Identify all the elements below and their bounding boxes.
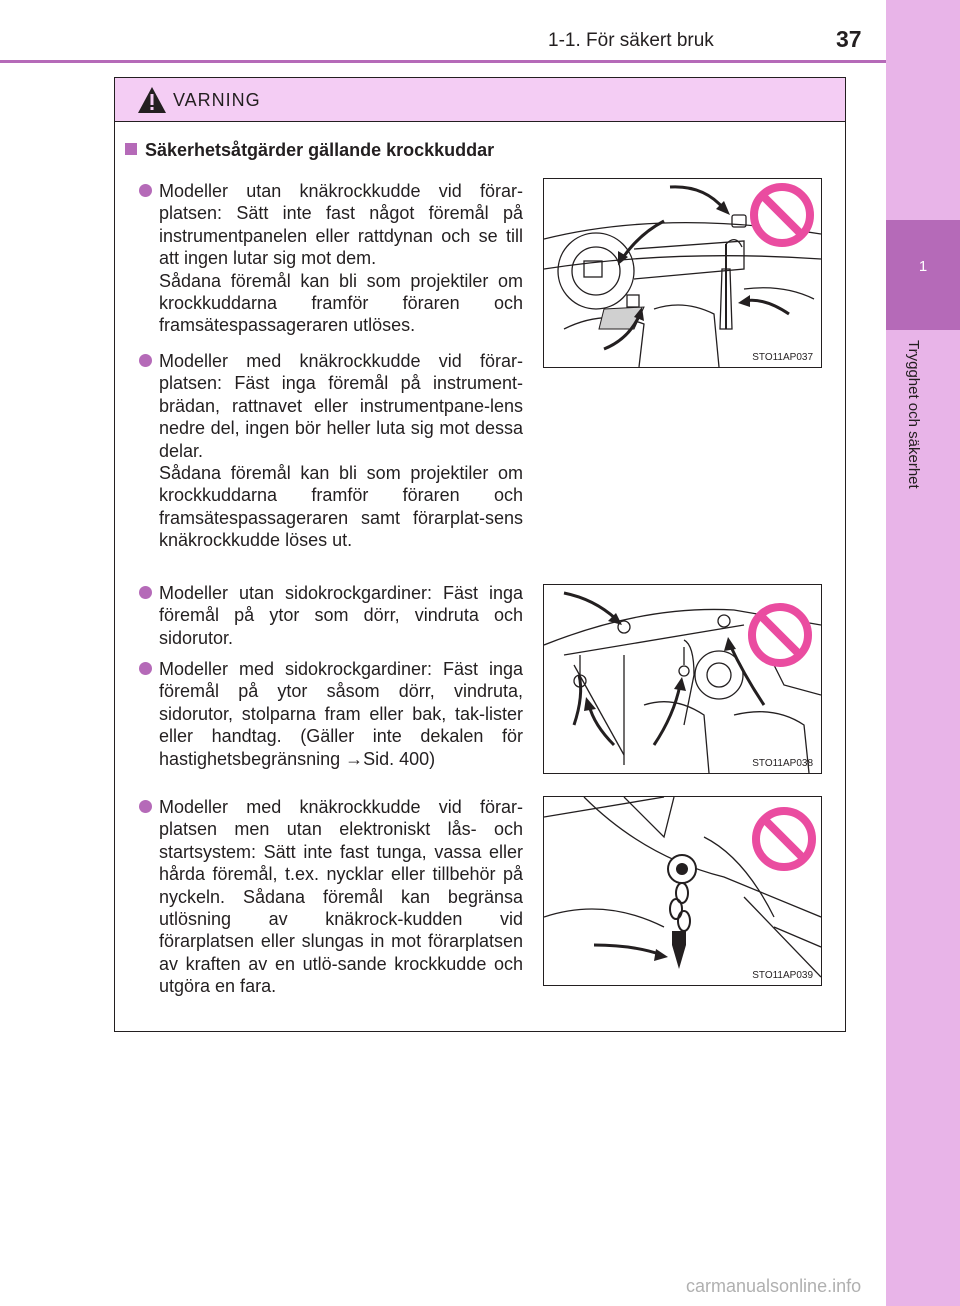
warning-box xyxy=(114,77,846,1032)
bullet-item xyxy=(139,796,523,998)
bullet-paragraph: Sådana föremål kan bli som projektiler om krockkuddarna framför föraren och framsätespassageraren utlöses. xyxy=(159,270,523,336)
key-drawing xyxy=(544,797,821,985)
chapter-side-tab xyxy=(886,0,960,1306)
dashboard-drawing xyxy=(544,179,821,367)
warning-triangle-icon xyxy=(137,86,167,114)
header-rule xyxy=(0,60,886,63)
bullet-dot-icon xyxy=(139,184,152,197)
illustration-code: STO11AP037 xyxy=(752,352,813,363)
bullet-paragraph: Modeller utan knäkrockkudde vid förar-platsen: Sätt inte fast något föremål på instrumentpanelen eller rattdynan och se till att ingen lutar sig mot dem. xyxy=(159,181,523,269)
chapter-number: 1 xyxy=(918,258,928,275)
illustration-code: STO11AP039 xyxy=(752,970,813,981)
illustration-side-curtains xyxy=(543,584,822,774)
bullet-item xyxy=(139,180,523,337)
cabin-drawing xyxy=(544,585,821,773)
square-bullet-icon xyxy=(125,143,137,155)
chapter-title: Trygghet och säkerhet xyxy=(905,340,922,489)
warning-header xyxy=(115,78,845,122)
bullet-paragraph: Modeller med knäkrockkudde vid förar-platsen men utan elektroniskt lås- och startsystem: Sätt inte fast tunga, vassa eller hårda föremål, t.ex. nycklar eller tillbehör på nyckeln. Sådana föremål kan begränsa utlösning av knäkrock-kudden vid förarplatsen eller slungas in mot förarplatsen av kraften av en utlö-sande krockkudde och utgöra en fara. xyxy=(159,797,523,997)
watermark: carmanualsonline.info xyxy=(686,1276,862,1296)
chapter-number-block xyxy=(886,220,960,330)
warning-title: VARNING xyxy=(173,90,261,110)
page-number: 37 xyxy=(836,26,862,52)
illustration-key xyxy=(543,796,822,986)
bullet-paragraph: Modeller utan sidokrockgardiner: Fäst inga föremål på ytor som dörr, vindruta och sidorutor. xyxy=(159,583,523,648)
bullet-paragraph: Modeller med sidokrockgardiner: Fäst inga föremål på ytor såsom dörr, vindruta, sidorutor, stolparna fram eller bak, tak-lister eller handtag. (Gäller inte dekalen för hastighetsbegränsning →Sid. 400) xyxy=(159,659,523,769)
illustration-code: STO11AP038 xyxy=(752,758,813,769)
section-heading-text: Säkerhetsåtgärder gällande krockkuddar xyxy=(145,140,495,160)
section-title: 1-1. För säkert bruk xyxy=(548,30,714,51)
bullet-dot-icon xyxy=(139,800,152,813)
bullet-paragraph: Modeller med knäkrockkudde vid förar-platsen: Fäst inga föremål på instrument-brädan, rattnavet eller instrumentpane-lens nedre del, ingen bör heller luta sig mot dessa delar. xyxy=(159,351,523,461)
bullet-item xyxy=(139,582,523,649)
bullet-item xyxy=(139,350,523,552)
bullet-paragraph: Sådana föremål kan bli som projektiler om krockkuddarna framför föraren och framsätespassageraren samt förarplat-sens knäkrockkudde löses ut. xyxy=(159,463,523,551)
bullet-item xyxy=(139,658,523,770)
section-heading xyxy=(125,140,494,161)
bullet-dot-icon xyxy=(139,662,152,675)
bullet-dot-icon xyxy=(139,586,152,599)
illustration-dashboard xyxy=(543,178,822,368)
bullet-dot-icon xyxy=(139,354,152,367)
